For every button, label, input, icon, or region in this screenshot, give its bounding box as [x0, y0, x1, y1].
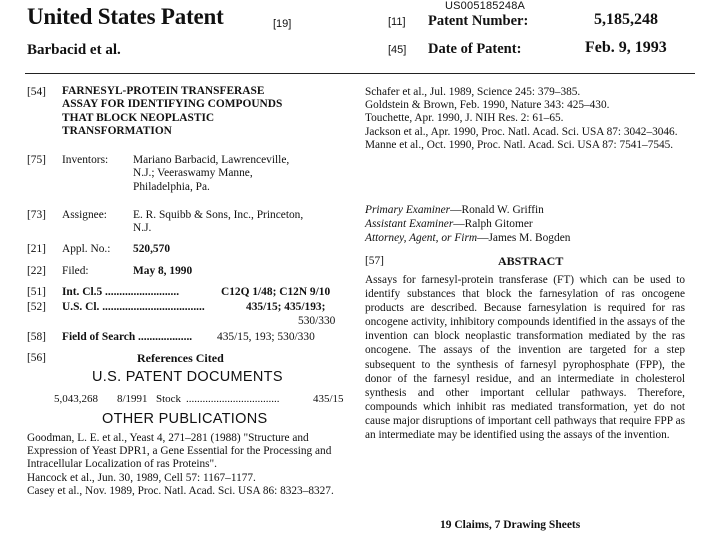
invention-title-line: THAT BLOCK NEOPLASTIC [62, 111, 215, 124]
assistant-examiner-name: —Ralph Gitomer [453, 218, 533, 230]
filed-code: [22] [27, 265, 46, 277]
appl-label: Appl. No.: [62, 243, 111, 255]
refs-heading: References Cited [137, 351, 224, 365]
uscl-value: 435/15; 435/193; [246, 301, 326, 313]
primary-examiner-label: Primary Examiner [365, 204, 451, 216]
inventors-value [133, 154, 289, 194]
assistant-examiner-label: Assistant Examiner [365, 218, 454, 230]
publication: Manne et al., Oct. 1990, Proc. Natl. Acad. Sci. USA 87: 7541–7545. [365, 138, 674, 151]
attorney [365, 232, 570, 245]
intcl-label: Int. Cl.5 .......................... [62, 286, 180, 298]
date-label: Date of Patent: [428, 41, 522, 57]
search-value: 435/15, 193; 530/330 [217, 331, 315, 343]
assignee-label: Assignee: [62, 209, 107, 221]
us-doc-dots: .................................. [186, 393, 280, 405]
abstract-code: [57] [365, 255, 384, 267]
inventors-code: [75] [27, 154, 46, 166]
document-title: United States Patent [27, 4, 224, 29]
publication: Casey et al., Nov. 1989, Proc. Natl. Acad. Sci. USA 86: 8323–8327. [27, 484, 334, 497]
inventors-line: Philadelphia, Pa. [133, 180, 210, 193]
us-doc-name: Stock [156, 393, 182, 405]
publication: Jackson et al., Apr. 1990, Proc. Natl. Acad. Sci. USA 87: 3042–3046. [365, 125, 678, 138]
patent-date: Feb. 9, 1993 [585, 39, 667, 56]
publication: Goodman, L. E. et al., Yeast 4, 271–281 (1988) "Structure and Expression of Yeast DPR1, a Gene Essential for the Processing and Intracellular Localization of ras Proteins". [27, 432, 332, 471]
filed-label: Filed: [62, 265, 89, 277]
us-docs-heading: U.S. PATENT DOCUMENTS [92, 369, 283, 385]
left-publications [27, 432, 349, 498]
search-label: Field of Search ................... [62, 331, 193, 343]
inventors-label: Inventors: [62, 154, 109, 166]
search-code: [58] [27, 331, 46, 343]
assignee-line: N.J. [133, 222, 152, 235]
publication: Goldstein & Brown, Feb. 1990, Nature 343: 425–430. [365, 99, 610, 112]
invention-title [62, 85, 282, 138]
invention-title-line: FARNESYL-PROTEIN TRANSFERASE [62, 85, 265, 97]
publication: Hancock et al., Jun. 30, 1989, Cell 57: 1167–1177. [27, 471, 256, 484]
inventors-line: Mariano Barbacid, Lawrenceville, [133, 154, 290, 166]
date-code: [45] [388, 44, 407, 56]
assignee-value [133, 209, 303, 236]
intcl-code: [51] [27, 286, 46, 298]
assignee-code: [73] [27, 209, 46, 221]
other-pubs-heading: OTHER PUBLICATIONS [102, 411, 268, 427]
uscl-label: U.S. Cl. .................................... [62, 301, 205, 313]
publication: Schafer et al., Jul. 1989, Science 245: 379–385. [365, 86, 581, 98]
patent-number-label: Patent Number: [428, 13, 529, 29]
appl-value: 520,570 [133, 243, 171, 255]
barcode-number: US005185248A [445, 0, 526, 12]
invention-title-line: ASSAY FOR IDENTIFYING COMPOUNDS [62, 98, 283, 111]
attorney-name: —James M. Bogden [477, 232, 571, 244]
inventors-line: N.J.; Veeraswamy Manne, [133, 167, 253, 180]
us-doc-class: 435/15 [313, 393, 344, 405]
abstract-heading: ABSTRACT [498, 254, 564, 268]
attorney-label: Attorney, Agent, or Firm [365, 232, 478, 244]
uscl-value-2: 530/330 [298, 315, 336, 327]
primary-examiner [365, 204, 544, 217]
inventor-short: Barbacid et al. [27, 42, 121, 58]
invention-title-line: TRANSFORMATION [62, 124, 172, 137]
publication: Touchette, Apr. 1990, J. NIH Res. 2: 61–65. [365, 112, 564, 125]
primary-examiner-name: —Ronald W. Griffin [450, 204, 544, 216]
title-code: [19] [273, 18, 292, 30]
right-publications [365, 86, 685, 152]
us-doc-number: 5,043,268 [54, 393, 98, 405]
assistant-examiner [365, 218, 533, 231]
patent-number-code: [11] [388, 16, 406, 28]
assignee-line: E. R. Squibb & Sons, Inc., Princeton, [133, 209, 304, 221]
appl-code: [21] [27, 243, 46, 255]
filed-value: May 8, 1990 [133, 265, 193, 277]
us-doc-date: 8/1991 [117, 393, 148, 405]
refs-code: [56] [27, 352, 46, 364]
uscl-code: [52] [27, 301, 46, 313]
patent-number: 5,185,248 [594, 11, 658, 28]
title-field-code: [54] [27, 86, 46, 98]
abstract-text: Assays for farnesyl-protein transferase (FT) which can be used to identify substances that block the farnesylation of ras oncogene products are described. Because farnesylation is required for ras oncogene activity, inhibitory compounds identified in the assays of the invention can block neoplastic transformation mediated by the ras oncogene. The assays of the invention are targeted for a step subsequent to the synthesis of farnesyl pyrophosphate (FPP), the donor of the farnesyl residue, and an intermediate in cholesterol synthesis and other important cellular pathways. Therefore, compounds which inhibit ras mediated transformation, yet do not cause major disruptions of important cell pathways that require FPP as an intermediate may be identified using the assays of the invention. [365, 274, 685, 442]
intcl-value: C12Q 1/48; C12N 9/10 [221, 286, 331, 298]
header-rule [25, 73, 695, 74]
claims-count: 19 Claims, 7 Drawing Sheets [440, 519, 581, 531]
